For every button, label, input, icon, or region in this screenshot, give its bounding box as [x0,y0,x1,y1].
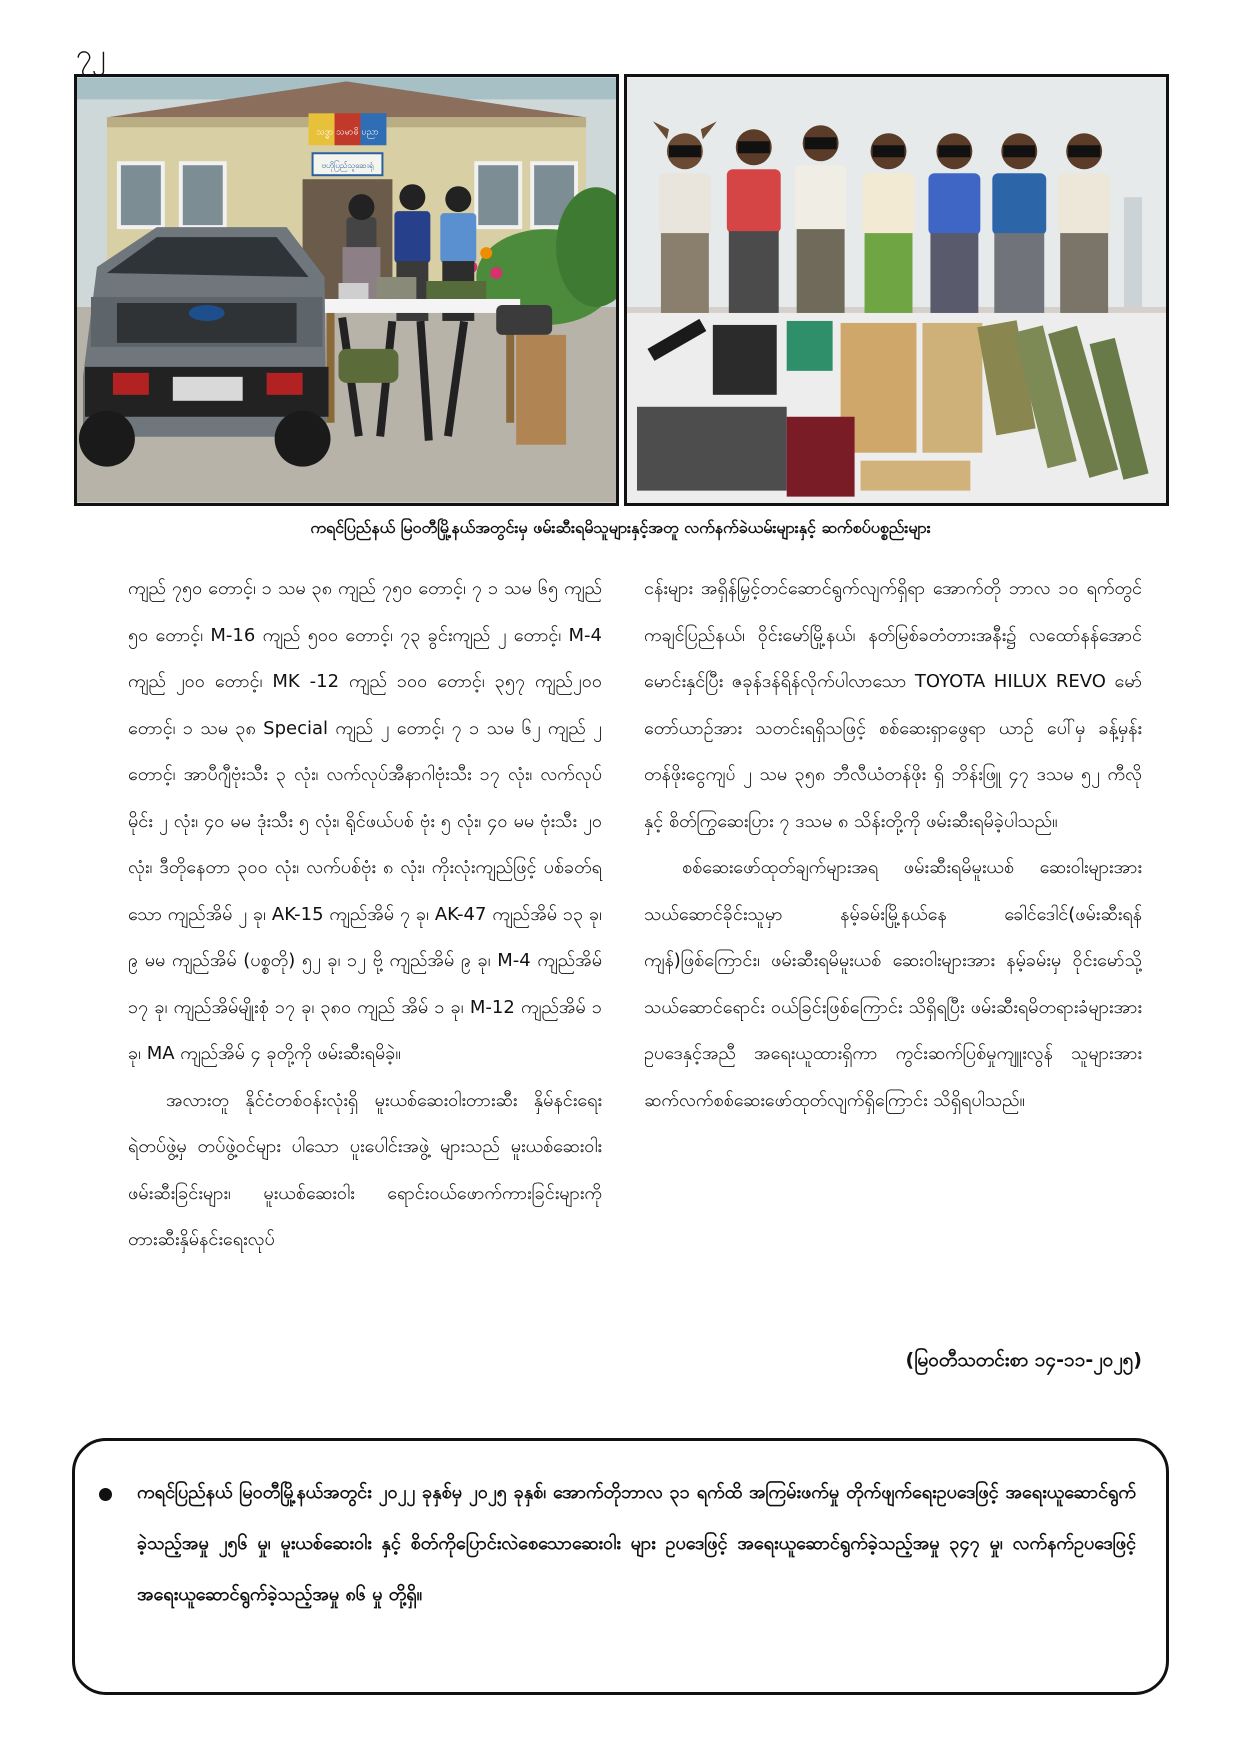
article-paragraph: ငန်းများ အရှိန်မြှင့်တင်ဆောင်ရွက်လျက်ရှိရာ အောက်တို ဘာလ ၁၀ ရက်တွင် ကချင်ပြည်နယ်၊ ဝိုင်းမော်မြို့နယ်၊ နတ်မြစ်ခတံတားအနီး၌ လထော်နန်အောင် မောင်းနှင်ပြီး ဇခုန်ဒန်ရိန်လိုက်ပါလာသော TOYOTA HILUX REVO မော် တော်ယာဉ်အား သတင်းရရှိသဖြင့် စစ်ဆေးရှာဖွေရာ ယာဉ် ပေါ်မှ ခန့်မှန်းတန်ဖိုးငွေကျပ် ၂ သမ ၃၅၈ ဘီလီယံတန်ဖိုး ရှိ ဘိန်းဖြူ ၄၇ ဒသမ ၅၂ ကီလိုနှင့် စိတ်ကြွဆေးပြား ၇ ဒသမ ၈ သိန်းတို့ကို ဖမ်းဆီးရမိခဲ့ပါသည်။ [644,578,1142,832]
notice-content: ကရင်ပြည်နယ် မြဝတီမြို့နယ်အတွင်း ၂၀၂၂ ခုနှစ်မှ ၂၀၂၅ ခုနှစ်၊ အောက်တိုဘာလ ၃၁ ရက်ထိ အကြမ်းဖက်မှု တိုက်ဖျက်ရေးဥပဒေဖြင့် အရေးယူဆောင်ရွက်ခဲ့သည့်အမှု ၂၅၆ မှု၊ မူးယစ်ဆေးဝါး နှင့် စိတ်ကိုပြောင်းလဲစေသောဆေးဝါး များ ဥပဒေဖြင့် အရေးယူဆောင်ရွက်ခဲ့သည့်အမှု ၃၄၇ မှု၊ လက်နက်ဥပဒေဖြင့် အရေးယူဆောင်ရွက်ခဲ့သည့်အမှု ၈၆ မှု တို့ရှိ။ [137,1482,1136,1605]
news-source: (မြဝတီသတင်းစာ ၁၄-၁၁-၂၀၂၅) [905,1349,1142,1371]
article-paragraph: စစ်ဆေးဖော်ထုတ်ချက်များအရ ဖမ်းဆီးရမိမူးယစ် ဆေးဝါးများအား သယ်ဆောင်ခိုင်းသူမှာ နမ့်ခမ်းမြို့နယ်နေ ခေါင်ဒေါင်(ဖမ်းဆီးရန်ကျန်)ဖြစ်ကြောင်း၊ ဖမ်းဆီးရမိမူးယစ် ဆေးဝါးများအား နမ့်ခမ်းမှ ဝိုင်းမော်သို့ သယ်ဆောင်ရောင်း ဝယ်ခြင်းဖြစ်ကြောင်း သိရှိရပြီး ဖမ်းဆီးရမိတရားခံများအား ဥပဒေနှင့်အညီ အရေးယူထားရှိကာ ကွင်းဆက်ပြစ်မှုကျူးလွန် သူများအား ဆက်လက်စစ်ဆေးဖော်ထုတ်လျက်ရှိကြောင်း သိရှိရပါသည်။ [644,857,1142,1111]
article-right-column [644,566,1142,1124]
article-left-column [128,566,602,1264]
article-paragraph: ကျည် ၇၅၀ တောင့်၊ ၁ သမ ၃၈ ကျည် ၇၅၀ တောင့်၊ ၇ ၁ သမ ၆၅ ကျည် ၅၀ တောင့်၊ M-16 ကျည် ၅၀၀ တောင့်၊ ၇၃ ခွင်းကျည် ၂ တောင့်၊ M-4 ကျည် ၂၀၀ တောင့်၊ MK -12 ကျည် ၁၀၀ တောင့်၊ ၃၅၇ ကျည်၂၀၀ တောင့်၊ ၁ သမ ၃၈ Special ကျည် ၂ တောင့်၊ ၇ ၁ သမ ၆၂ ကျည် ၂ တောင့်၊ အာပီဂျီဗုံးသီး ၃ လုံး၊ လက်လုပ်အီနာဂါဗုံးသီး ၁၇ လုံး၊ လက်လုပ် မိုင်း ၂ လုံး၊ ၄၀ မမ ဒုံးသီး ၅ လုံး၊ ရိုင်ဖယ်ပစ် ဗုံး ၅ လုံး၊ ၄၀ မမ ဗုံးသီး ၂၀ လုံး၊ ဒီတိုနေတာ ၃၀၀ လုံး၊ လက်ပစ်ဗုံး ၈ လုံး၊ ကိုးလုံးကျည်ဖြင့် ပစ်ခတ်ရသော ကျည်အိမ် ၂ ခု၊ AK-15 ကျည်အိမ် ၇ ခု၊ AK-47 ကျည်အိမ် ၁၃ ခု၊ ၉ မမ ကျည်အိမ် (ပစ္စတို) ၅၂ ခု၊ ၁၂ ဗို့ ကျည်အိမ် ၉ ခု၊ M-4 ကျည်အိမ် ၁၇ ခု၊ ကျည်အိမ်မျိုးစုံ ၁၇ ခု၊ ၃၈၀ ကျည် အိမ် ၁ ခု၊ M-12 ကျည်အိမ် ၁ ခု၊ MA ကျည်အိမ် ၄ ခုတို့ကို ဖမ်းဆီးရမိခဲ့။ [128,578,602,1064]
photo-caption: ကရင်ပြည်နယ် မြဝတီမြို့နယ်အတွင်းမှ ဖမ်းဆီးရမိသူများနှင့်အတူ လက်နက်ခဲယမ်းများနှင့် ဆက်စပ်ပစ္စည်းများ [310,518,931,537]
notice-text [137,1467,1136,1620]
photo-arrest-vehicle-image [77,77,616,503]
photo-detained-suspects-image [627,77,1166,503]
sign-text: ဗဟိုပြည်သူဆေးရုံ [321,161,374,171]
page-number: ၇၂ [76,38,106,71]
photo-detained-suspects [624,74,1169,506]
bullet-icon [99,1488,112,1501]
photo-arrest-vehicle [74,74,619,506]
banner-text: သဒ္ဓာ သမာဓိ ပညာ [316,127,379,138]
article-paragraph: အလားတူ နိုင်ငံတစ်ဝန်းလုံးရှိ မူးယစ်ဆေးဝါးတားဆီး နှိမ်နင်းရေးရဲတပ်ဖွဲ့မှ တပ်ဖွဲ့ဝင်များ ပါသော ပူးပေါင်းအဖွဲ့ များသည် မူးယစ်ဆေးဝါးဖမ်းဆီးခြင်းများ၊ မူးယစ်ဆေးဝါး ရောင်းဝယ်ဖောက်ကားခြင်းများကို တားဆီးနှိမ်နင်းရေးလုပ် [128,1089,602,1250]
notice-box [72,1438,1169,1695]
